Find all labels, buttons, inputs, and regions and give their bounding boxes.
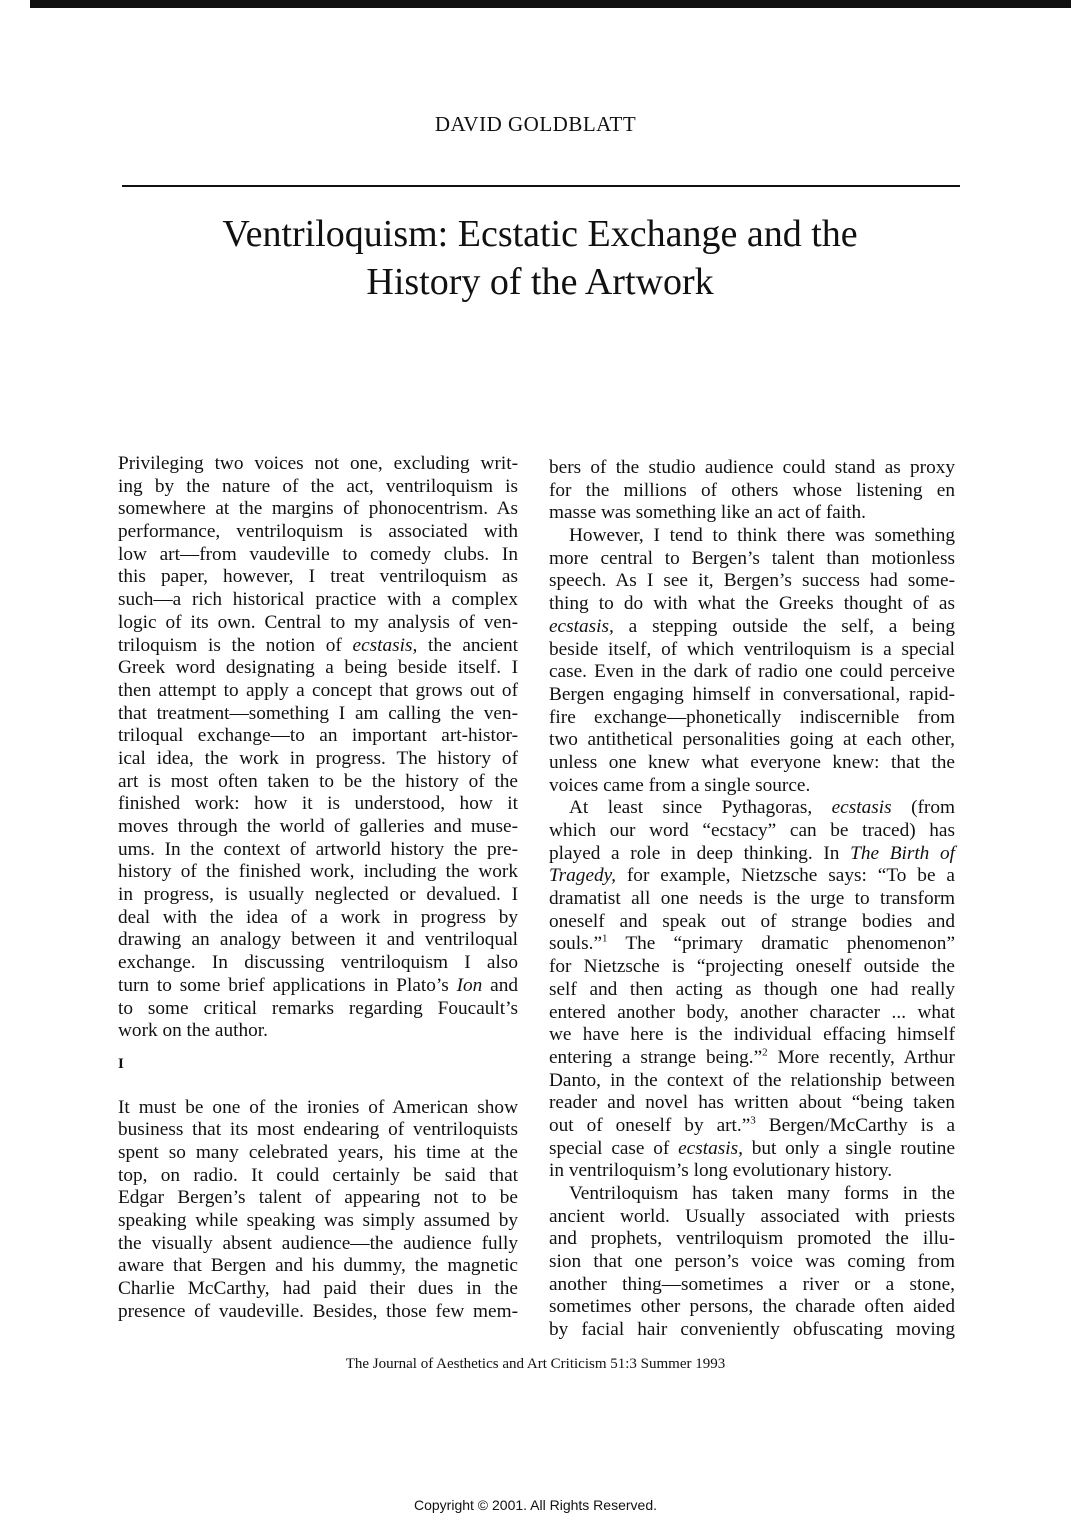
text-segment: The “primary dramatic phenomenon” <box>607 933 955 955</box>
text-line: such—a rich historical practice with a complex <box>118 589 518 611</box>
text-line: more central to Bergen’s talent than motionless <box>549 547 955 569</box>
text-line: ums. In the context of artworld history the pre- <box>118 838 518 860</box>
header-rule <box>122 185 960 187</box>
text-segment: turn to some brief applications in Plato’s <box>118 974 457 996</box>
text-line <box>549 933 955 956</box>
text-line: in ventriloquism’s long evolutionary history. <box>549 1160 893 1182</box>
paragraph <box>118 1097 518 1324</box>
text-segment: a stepping outside the self, a being <box>613 615 955 637</box>
scan-top-border <box>30 0 1071 8</box>
text-line: somewhere at the margins of phonocentrism. As <box>118 498 518 520</box>
text-segment: for example, Nietzsche says: “To be a <box>615 865 955 887</box>
paragraph <box>118 453 518 1043</box>
text-line: logic of its own. Central to my analysis of ven- <box>118 611 518 633</box>
text-line <box>549 797 955 820</box>
copyright-notice: Copyright © 2001. All Rights Reserved. <box>414 1497 657 1513</box>
text-line: moves through the world of galleries and muse- <box>118 816 518 837</box>
text-line: speech. As I see it, Bergen’s success had some- <box>549 570 955 592</box>
text-line: Greek word designating a being beside itself. I <box>118 657 518 679</box>
text-segment: (from <box>891 797 955 819</box>
text-segment: out of oneself by art.” <box>549 1114 751 1136</box>
text-line: oneself and speak out of strange bodies and <box>549 910 955 932</box>
italic-term: ecstasis, <box>678 1137 743 1159</box>
text-line: masse was something like an act of faith. <box>549 502 866 524</box>
text-line <box>549 616 955 639</box>
text-line: another thing—sometimes a river or a stone, <box>549 1273 955 1295</box>
italic-term: ecstasis, <box>549 615 614 637</box>
paragraph <box>549 1183 955 1342</box>
italic-term: ecstasis <box>831 797 892 819</box>
text-line <box>118 975 518 998</box>
text-segment: played a role in deep thinking. In <box>549 842 851 864</box>
text-line: unless one knew what everyone knew: that the <box>549 751 955 773</box>
text-line: It must be one of the ironies of American show <box>118 1096 518 1118</box>
text-line: low art—from vaudeville to comedy clubs. In <box>118 543 518 565</box>
text-line: presence of vaudeville. Besides, those few mem- <box>118 1300 518 1322</box>
text-segment: At least since Pythagoras, <box>569 797 832 819</box>
italic-term: Ion <box>456 974 483 996</box>
text-line <box>118 635 518 658</box>
text-line: case. Even in the dark of radio one could perceive <box>549 661 955 683</box>
footnote-marker: 1 <box>602 933 608 946</box>
text-segment: More recently, Arthur <box>767 1046 955 1068</box>
title-line: History of the Artwork <box>366 261 714 303</box>
text-line <box>549 1047 955 1070</box>
text-line: drawing an analogy between it and ventriloqual <box>118 929 518 951</box>
text-line: by facial hair conveniently obfuscating moving <box>549 1319 955 1341</box>
text-line: Ventriloquism has taken many forms in the <box>569 1183 955 1204</box>
text-line <box>549 1115 955 1138</box>
text-segment: and <box>482 974 518 996</box>
journal-citation: The Journal of Aesthetics and Art Criticism 51:3 Summer 1993 <box>345 1356 726 1372</box>
title-line: Ventriloquism: Ecstatic Exchange and the <box>222 213 858 255</box>
right-column <box>549 457 955 1342</box>
text-line: speaking while speaking was simply assumed by <box>118 1210 518 1231</box>
text-line: dramatist all one needs is the urge to transform <box>549 888 955 910</box>
paragraph <box>549 525 955 797</box>
text-line: business that its most endearing of ventriloquists <box>118 1119 518 1141</box>
italic-term: The Birth of <box>850 842 955 864</box>
paragraph <box>549 457 955 525</box>
text-segment: but only a single routine <box>742 1137 955 1159</box>
text-segment: special case of <box>549 1137 679 1159</box>
text-line: and prophets, ventriloquism promoted the illu- <box>549 1228 955 1250</box>
text-segment: Bergen/McCarthy is a <box>755 1114 955 1136</box>
text-line: beside itself, of which ventriloquism is a special <box>549 638 955 660</box>
text-line: exchange. In discussing ventriloquism I also <box>118 952 518 974</box>
text-line: in progress, is usually neglected or devalued. I <box>118 884 518 906</box>
text-line: entered another body, another character ... what <box>549 1001 955 1023</box>
text-line: self and then acting as though one had really <box>549 978 955 1000</box>
text-line: aware that Bergen and his dummy, the magnetic <box>118 1255 518 1277</box>
text-segment: triloquism is the notion of <box>118 634 353 656</box>
paragraph <box>549 797 955 1183</box>
text-line: this paper, however, I treat ventriloquism as <box>118 566 518 588</box>
text-line: Danto, in the context of the relationship between <box>549 1069 955 1091</box>
text-line: for Nietzsche is “projecting oneself outside the <box>549 956 955 978</box>
italic-term: ecstasis, <box>352 634 418 656</box>
text-line: two antithetical personalities going at each other, <box>549 729 955 751</box>
text-line: art is most often taken to be the history of the <box>118 770 518 792</box>
text-line: Charlie McCarthy, had paid their dues in the <box>118 1278 518 1300</box>
text-line <box>549 1138 955 1161</box>
text-line: fire exchange—phonetically indiscernible from <box>549 706 955 728</box>
text-segment: the ancient <box>417 634 518 656</box>
text-line: Privileging two voices not one, excluding writ- <box>118 453 518 474</box>
text-line: sion that one person’s voice was coming from <box>549 1251 955 1273</box>
text-line: ical idea, the work in progress. The history of <box>118 747 518 769</box>
text-line: for the millions of others whose listening en <box>549 479 955 501</box>
article-title <box>0 210 1071 306</box>
text-line: Bergen engaging himself in conversational, rapid- <box>549 683 955 705</box>
text-line: then attempt to apply a concept that grows out of <box>118 679 518 701</box>
text-line: ancient world. Usually associated with priests <box>549 1205 955 1227</box>
text-line: we have here is the individual effacing himself <box>549 1024 955 1046</box>
text-line: the visually absent audience—the audience fully <box>118 1232 518 1254</box>
text-line: work on the author. <box>118 1020 268 1042</box>
text-line: that treatment—something I am calling the ven- <box>118 702 518 724</box>
text-line: deal with the idea of a work in progress by <box>118 906 518 928</box>
text-line: ing by the nature of the act, ventriloquism is <box>118 475 518 497</box>
text-line: top, on radio. It could certainly be said that <box>118 1164 518 1186</box>
text-line: voices came from a single source. <box>549 774 811 796</box>
footnote-marker: 3 <box>750 1114 756 1127</box>
text-line: thing to do with what the Greeks thought of as <box>549 593 955 615</box>
text-line: history of the finished work, including the work <box>118 861 518 883</box>
text-line: to some critical remarks regarding Foucault’s <box>118 997 518 1019</box>
text-line: sometimes other persons, the charade often aided <box>549 1296 955 1318</box>
text-segment: souls.” <box>549 933 603 955</box>
text-line <box>549 865 955 888</box>
text-line: However, I tend to think there was something <box>569 525 955 547</box>
text-segment: entering a strange being.” <box>549 1046 763 1068</box>
author-name: DAVID GOLDBLATT <box>434 112 637 136</box>
text-line: Edgar Bergen’s talent of appearing not to be <box>118 1187 518 1209</box>
left-column <box>118 453 518 1323</box>
text-line: which our word “ecstacy” can be traced) has <box>549 820 955 841</box>
text-line: spent so many celebrated years, his time at the <box>118 1141 518 1163</box>
text-line: finished work: how it is understood, how it <box>118 793 518 815</box>
text-line: reader and novel has written about “being taken <box>549 1092 955 1114</box>
text-line <box>549 843 955 866</box>
italic-term: Tragedy, <box>549 865 616 887</box>
section-heading: I <box>118 1055 124 1072</box>
text-line: bers of the studio audience could stand as proxy <box>549 457 955 478</box>
text-line: triloqual exchange—to an important art-histor- <box>118 725 518 747</box>
footnote-marker: 2 <box>762 1046 768 1059</box>
text-line: performance, ventriloquism is associated with <box>118 521 518 543</box>
